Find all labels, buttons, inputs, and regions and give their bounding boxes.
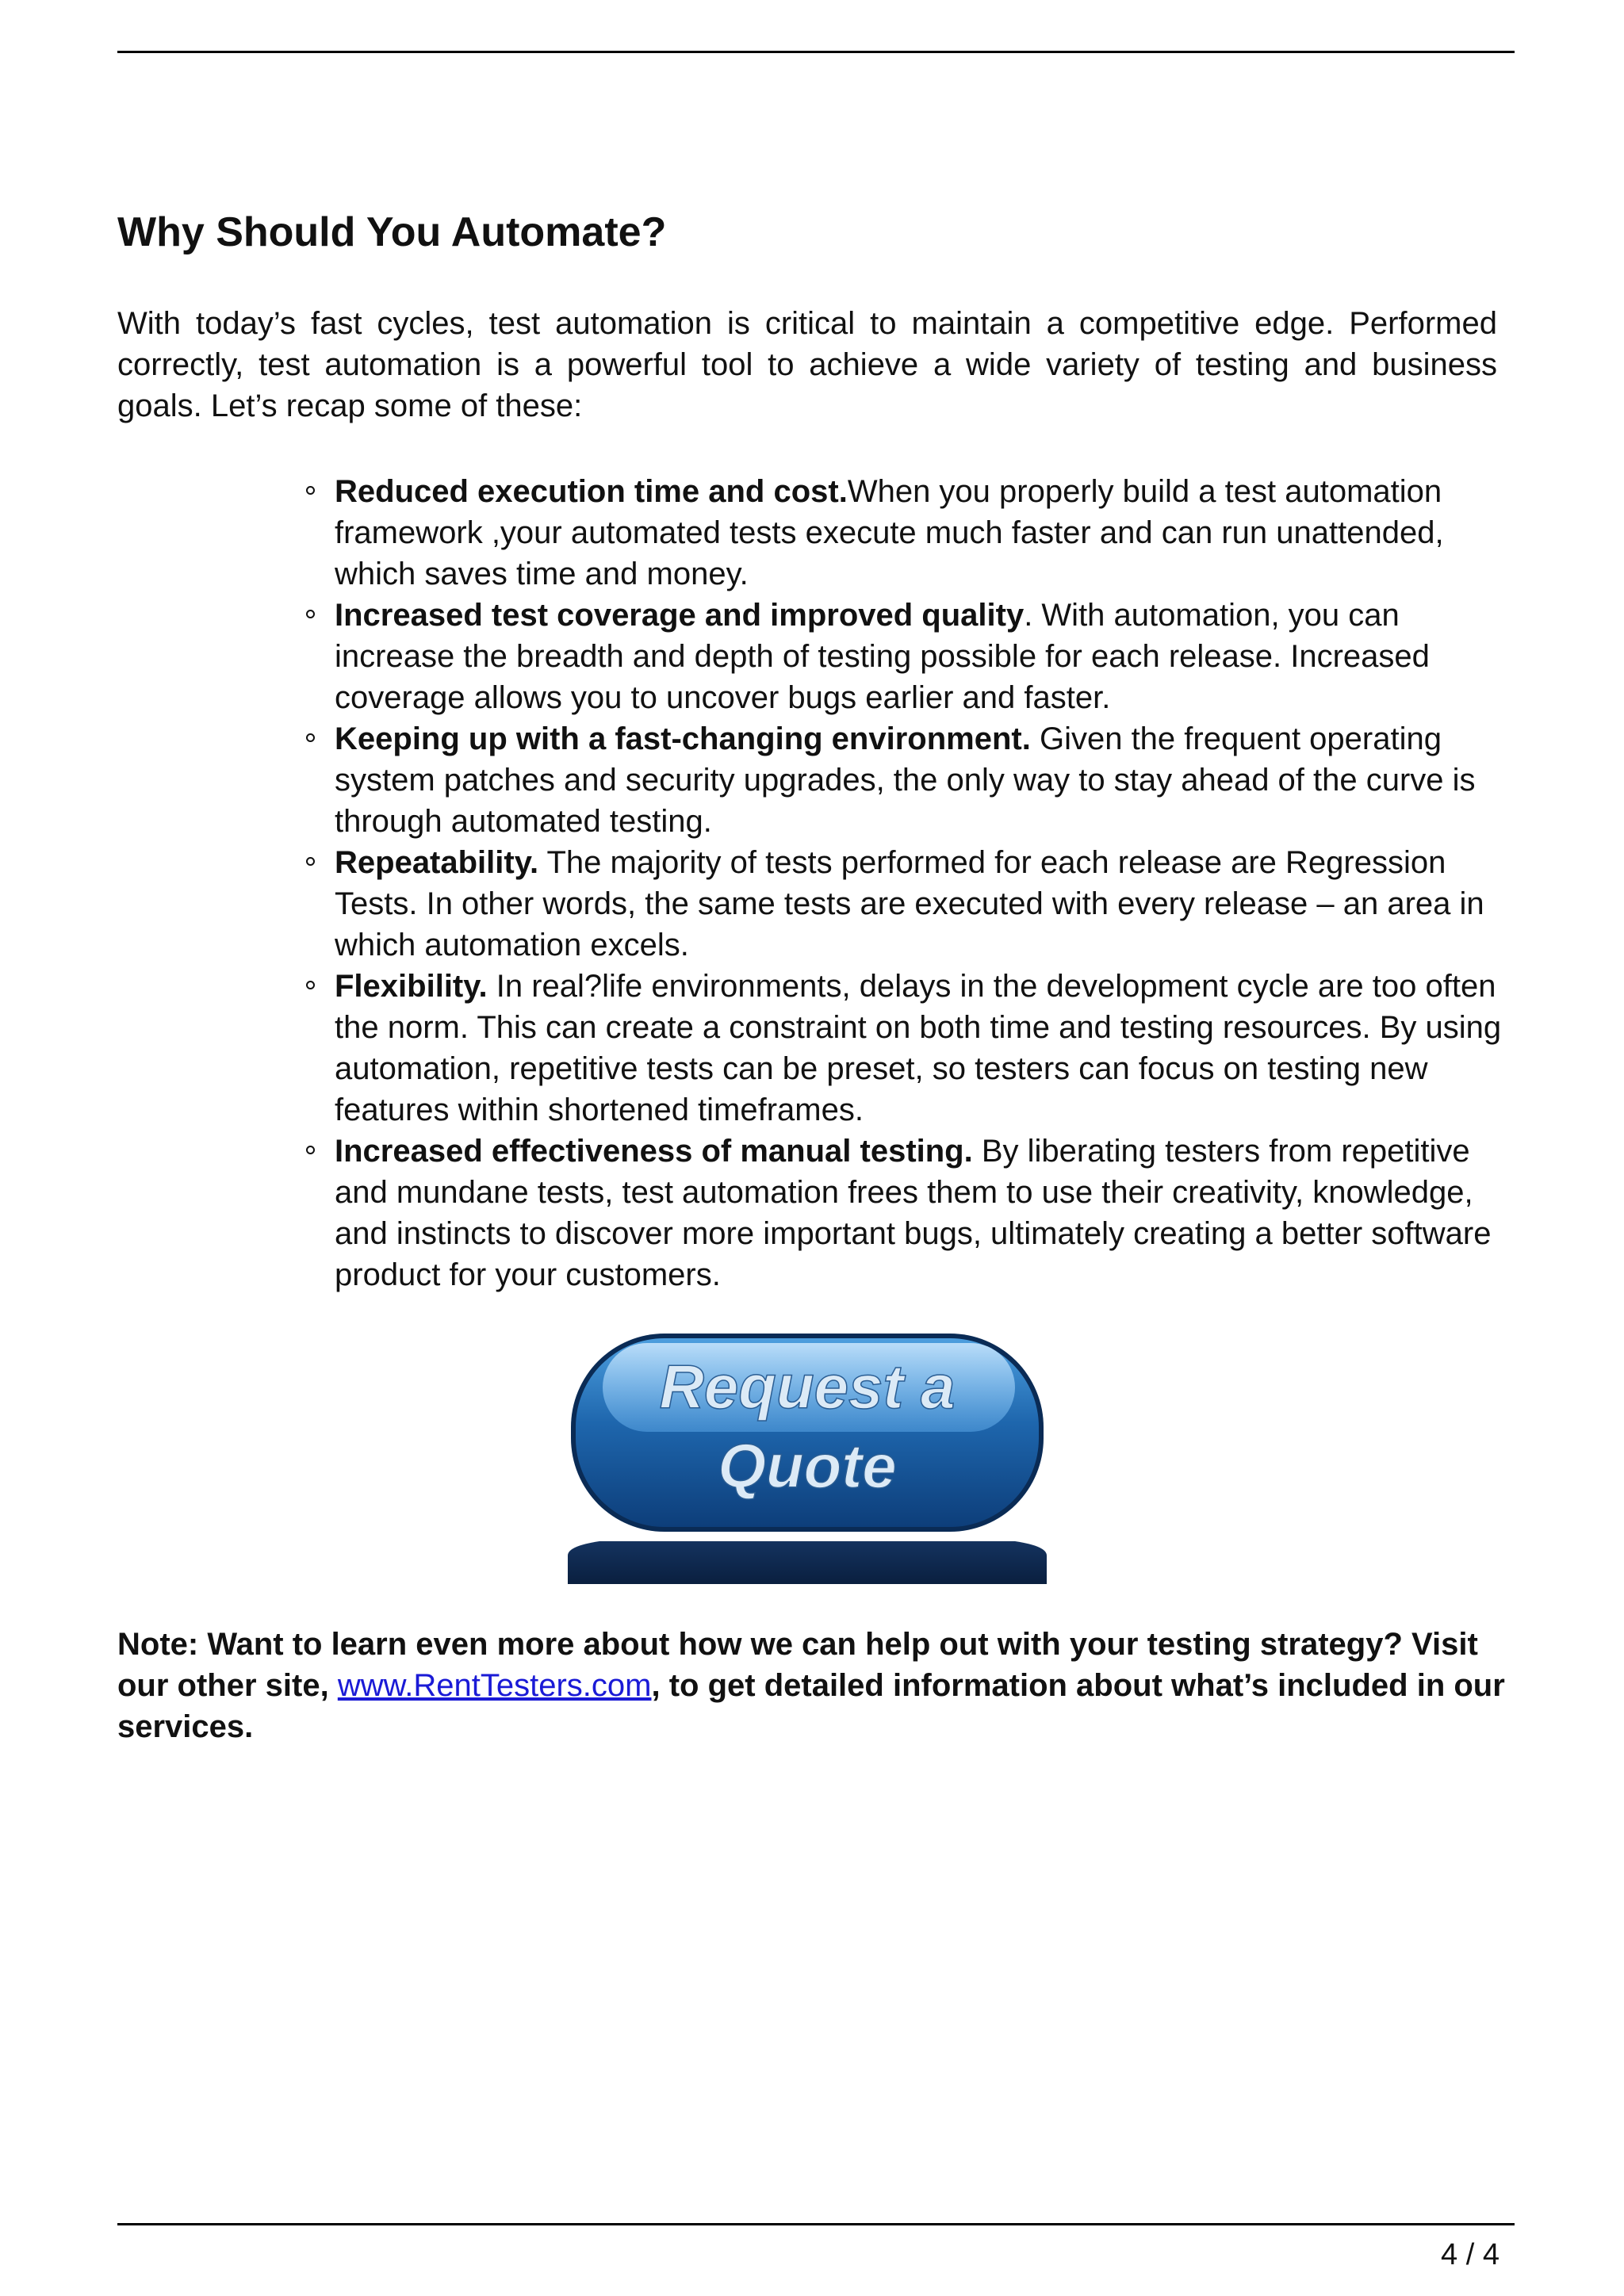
benefit-title: Increased effectiveness of manual testing. [335, 1134, 973, 1169]
list-item [335, 842, 1515, 966]
request-quote-graphic [568, 1334, 1047, 1584]
cta-line-2: Quote [718, 1431, 897, 1501]
benefit-text: By liberating testers from repetitive and mundane tests, test automation frees them to use their creativity, knowledge, and instincts to discover more important bugs, ultimately creating a better software product for your customers. [335, 1134, 1492, 1292]
circle-bullet-icon [306, 981, 315, 989]
benefit-title: Flexibility. [335, 969, 488, 1004]
list-item [335, 966, 1515, 1131]
circle-bullet-icon [306, 733, 315, 742]
request-quote-button[interactable] [568, 1334, 1047, 1584]
benefit-text: When you properly build a test automation framework ,your automated tests execute much faster and can run unattended, which saves time and money. [335, 474, 1444, 591]
page-number: 4 / 4 [1441, 2238, 1500, 2271]
footer-rule [117, 2223, 1515, 2225]
circle-bullet-icon [306, 857, 315, 866]
note-text-after: , to get detailed information about what’s included in our services. [117, 1668, 1505, 1744]
cta-line-1: Request a [659, 1352, 956, 1422]
benefit-title: Keeping up with a fast-changing environment. [335, 721, 1031, 756]
benefit-text: In real?life environments, delays in the development cycle are too often the norm. This can create a constraint on both time and testing resources. By using automation, repetitive tests can be preset, so testers can focus on testing new features within shortened timeframes. [335, 969, 1502, 1127]
benefit-title: Repeatability. [335, 845, 539, 880]
list-item [335, 595, 1515, 718]
renttesters-link[interactable]: www.RentTesters.com [337, 1668, 652, 1703]
circle-bullet-icon [306, 610, 315, 618]
benefit-text: The majority of tests performed for each release are Regression Tests. In other words, the same tests are executed with every release – an area in which automation excels. [335, 845, 1484, 962]
page-heading: Why Should You Automate? [117, 209, 667, 255]
list-item [335, 471, 1515, 595]
benefits-list [335, 471, 1515, 1295]
circle-bullet-icon [306, 486, 315, 495]
circle-bullet-icon [306, 1146, 315, 1154]
benefit-title: Reduced execution time and cost. [335, 474, 848, 509]
intro-paragraph: With today’s fast cycles, test automation is critical to maintain a competitive edge. Performed correctly, test automation is a powerful tool to achieve a wide variety of testing and business goals. Let’s recap some of these: [117, 306, 1497, 423]
note-paragraph [117, 1624, 1513, 1747]
note-text-before: Note: Want to learn even more about how we can help out with your testing strategy? Visit our other site, [117, 1627, 1478, 1703]
header-rule [117, 51, 1515, 53]
list-item [335, 718, 1515, 842]
benefit-title: Increased test coverage and improved quality [335, 598, 1025, 633]
benefit-text: Given the frequent operating system patches and security upgrades, the only way to stay ahead of the curve is through automated testing. [335, 721, 1476, 839]
list-item [335, 1131, 1515, 1295]
benefit-text: . With automation, you can increase the breadth and depth of testing possible for each release. Increased coverage allows you to uncover bugs earlier and faster. [335, 598, 1430, 715]
